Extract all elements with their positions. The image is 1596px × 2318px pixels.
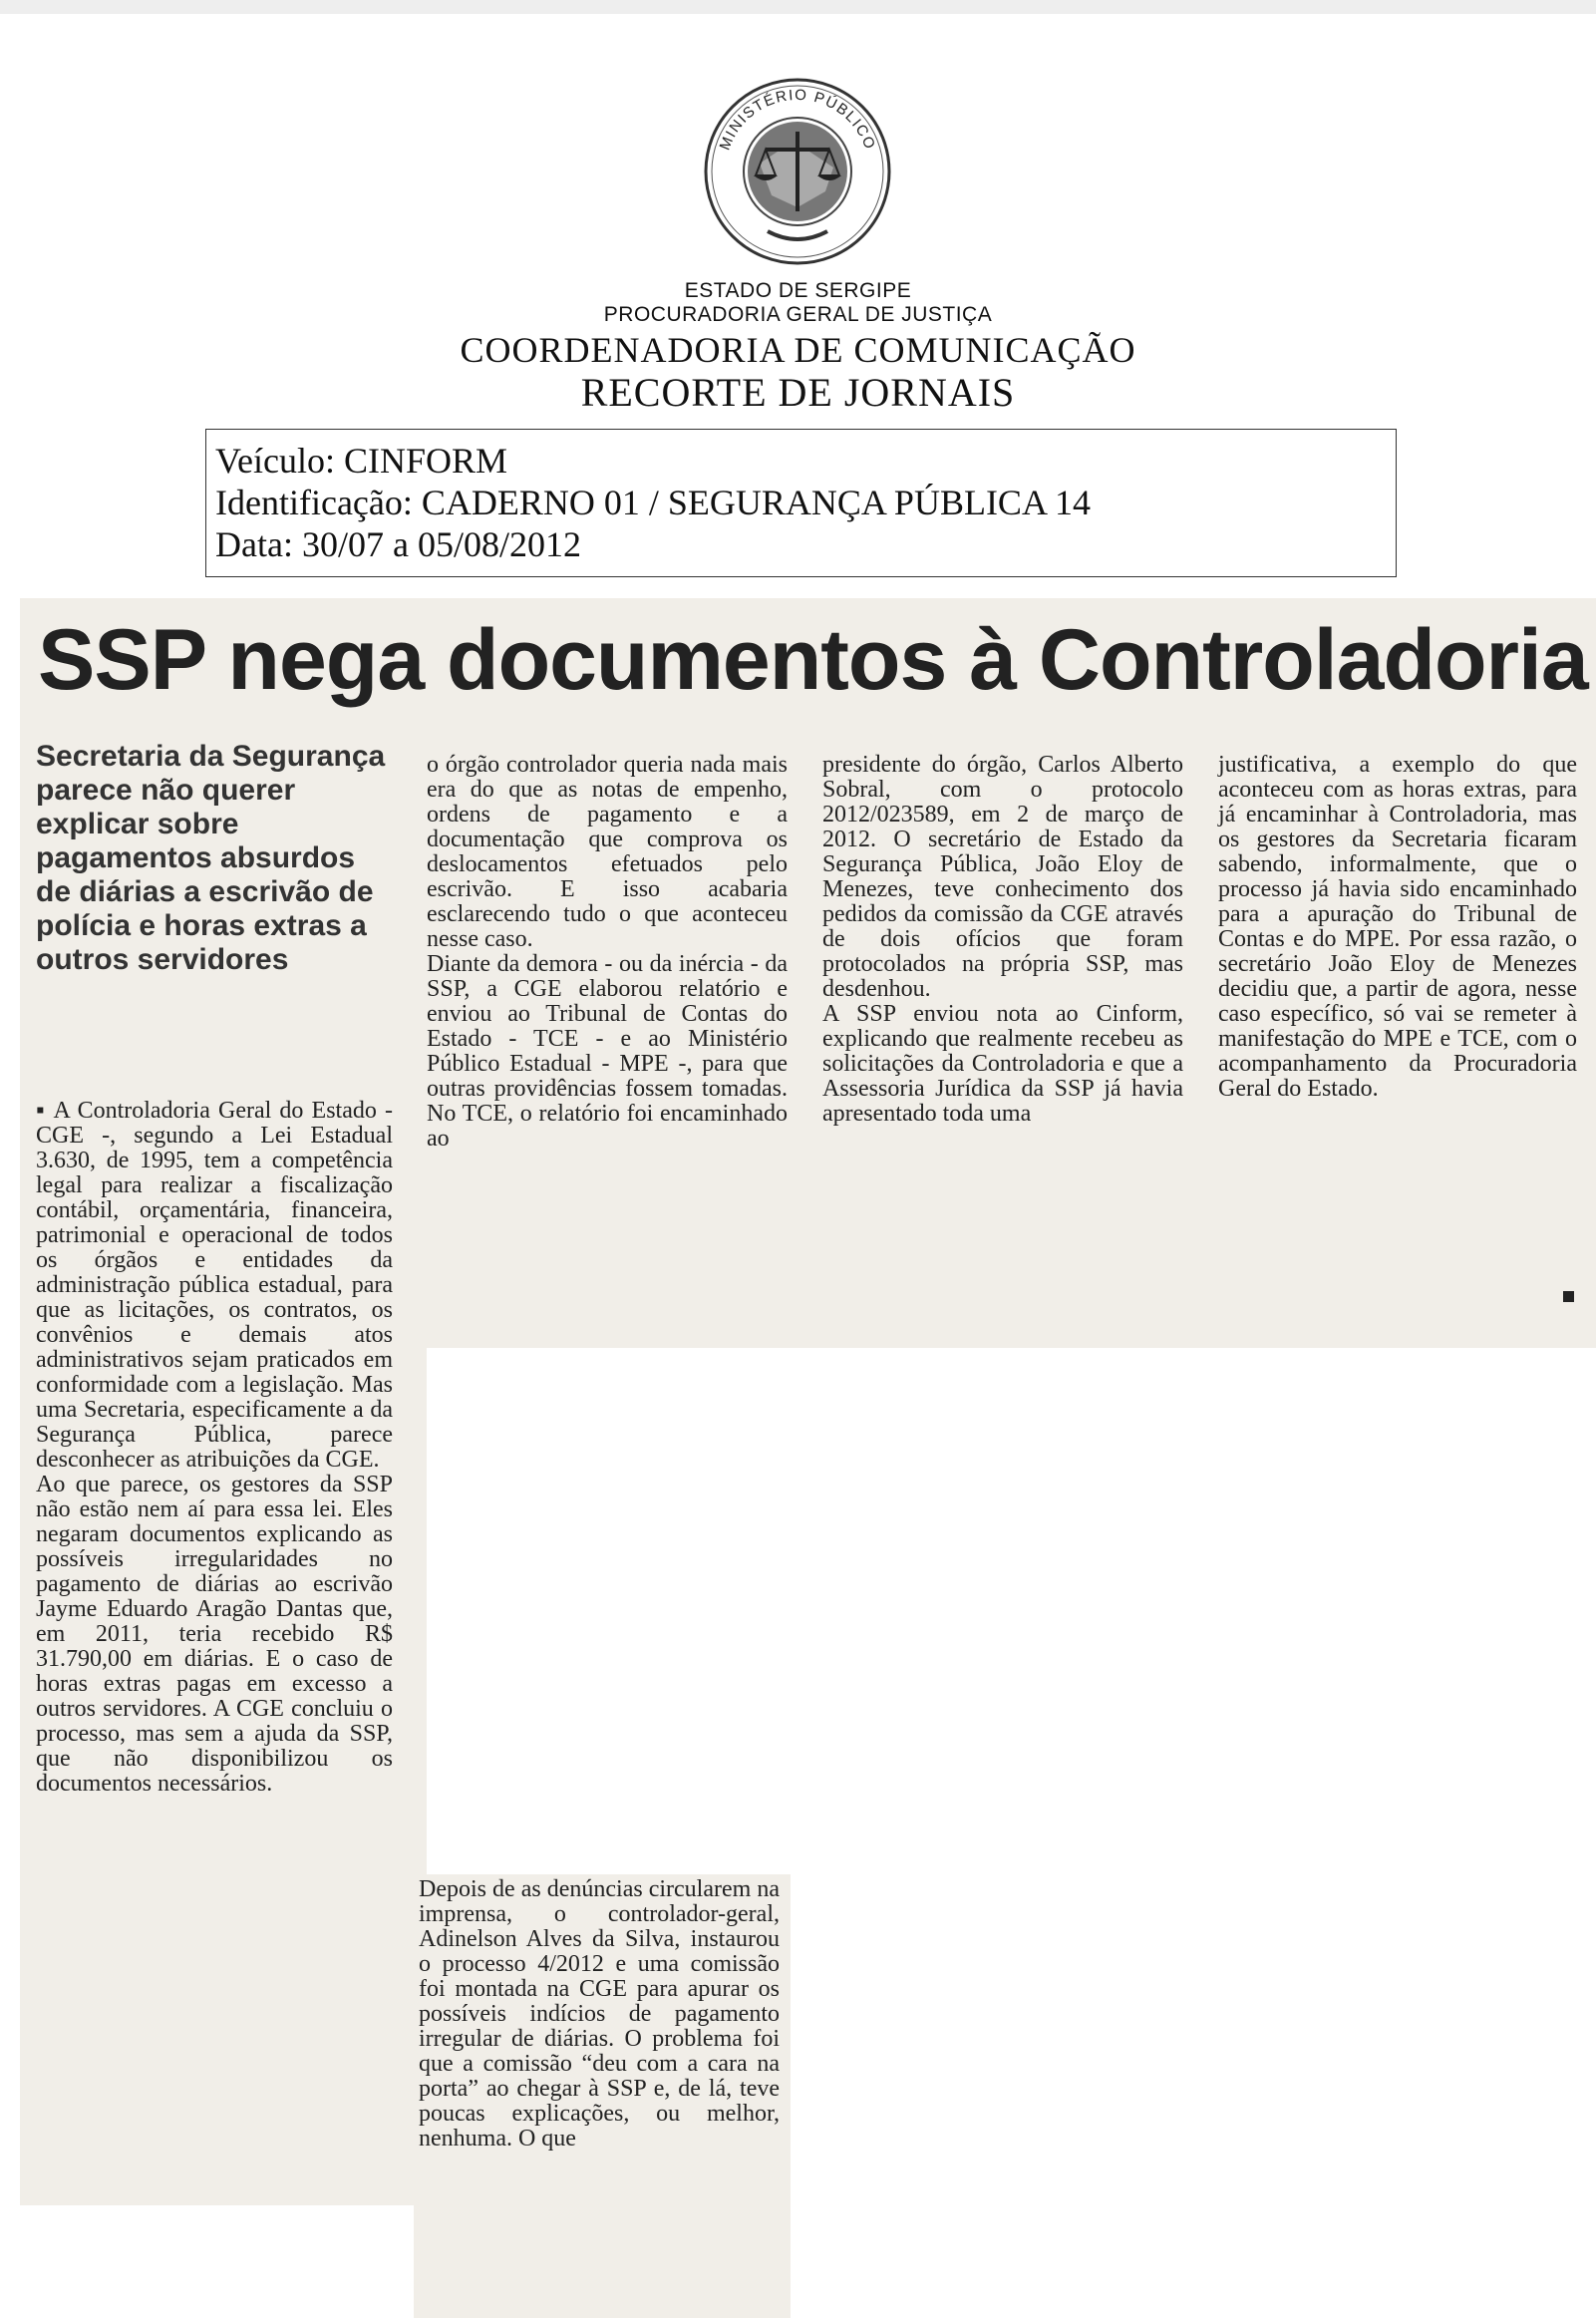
vehicle-line: Veículo: CINFORM [215, 441, 508, 481]
article-headline: SSP nega documentos à Controladoria [38, 612, 1588, 708]
header-office: PROCURADORIA GERAL DE JUSTIÇA [603, 303, 993, 326]
article-column-4: justificativa, a exemplo do que aconteceu com as horas extras, para já encaminhar à Controladoria, mas os gestores da Secretaria ficaram sabendo, informalmente, que o processo já havia sido encaminhado para a apuração do Tribunal de Contas e do MPE. Por essa razão, o secretário João Eloy de Menezes decidiu que, a partir de agora, nesse caso específico, só vai se remeter à manifestação do MPE e TCE, com o acompanhamento da Procuradoria Geral do Estado. [1218, 752, 1577, 1102]
header-state: ESTADO DE SERGIPE [684, 279, 912, 302]
identification-line: Identificação: CADERNO 01 / SEGURANÇA PÚBLICA 14 [215, 483, 1091, 522]
header-department: COORDENADORIA DE COMUNICAÇÃO [460, 330, 1136, 370]
header-section: RECORTE DE JORNAIS [580, 370, 1016, 415]
article-lead: Secretaria da Segurança parece não querer explicar sobre pagamentos absurdos de diárias a escrivão de polícia e horas extras a outros servidores [36, 740, 386, 976]
article-continuation-box: Depois de as denúncias circularem na imprensa, o controlador-geral, Adinelson Alves da Silva, instaurou o processo 4/2012 e uma comissão foi montada na CGE para apurar os possíveis indícios de pagamento irregular de diárias. O problema foi que a comissão “deu com a cara na porta” ao chegar à SSP e, de lá, teve poucas explicações, ou melhor, nenhuma. O que [419, 1876, 780, 2152]
scan-edge [0, 0, 1596, 14]
article-column-3: presidente do órgão, Carlos Alberto Sobral, com o protocolo 2012/023589, em 2 de março de 2012. O secretário de Estado da Segurança Pública, João Eloy de Menezes, teve conhecimento dos pedidos da comissão da CGE através de dois ofícios que foram protocolados na própria SSP, mas desdenhou. A SSP enviou nota ao Cinform, explicando que realmente recebeu as solicitações da Controladoria e que a Assessoria Jurídica da SSP já havia apresentado toda uma [822, 752, 1183, 1127]
article-end-mark [1563, 1291, 1574, 1302]
date-line: Data: 30/07 a 05/08/2012 [215, 524, 581, 564]
clipping-info-box [205, 429, 1397, 577]
article-column-2: o órgão controlador queria nada mais era do que as notas de empenho, ordens de pagamento e a documentação que comprova os deslocamentos efetuados pelo escrivão. E isso acabaria esclarecendo tudo o que aconteceu nesse caso. Diante da demora - ou da inércia - da SSP, a CGE elaborou relatório e enviou ao Tribunal de Contas do Estado - TCE - e ao Ministério Público Estadual - MPE -, para que outras providências fossem tomadas. No TCE, o relatório foi encaminhado ao [427, 752, 788, 1152]
article-column-1: ▪ A Controladoria Geral do Estado - CGE -, segundo a Lei Estadual 3.630, de 1995, tem a competência legal para realizar a fiscalização contábil, orçamentária, financeira, patrimonial e operacional de todos os órgãos e entidades da administração pública estadual, para que as licitações, os contratos, os convênios e demais atos administrativos sejam praticados em conformidade com a legislação. Mas uma Secretaria, especificamente a da Segurança Pública, parece desconhecer as atribuições da CGE. Ao que parece, os gestores da SSP não estão nem aí para essa lei. Eles negaram documentos explicando as possíveis irregularidades no pagamento de diárias ao escrivão Jayme Eduardo Aragão Dantas que, em 2011, teria recebido R$ 31.790,00 em diárias. E o caso de horas extras pagas em excesso a outros servidores. A CGE concluiu o processo, mas sem a ajuda da SSP, que não disponibilizou os documentos necessários. [36, 1098, 393, 1797]
seal-label: MINISTÉRIO PÚBLICO [716, 86, 879, 154]
ministerio-publico-seal-icon [698, 72, 897, 271]
